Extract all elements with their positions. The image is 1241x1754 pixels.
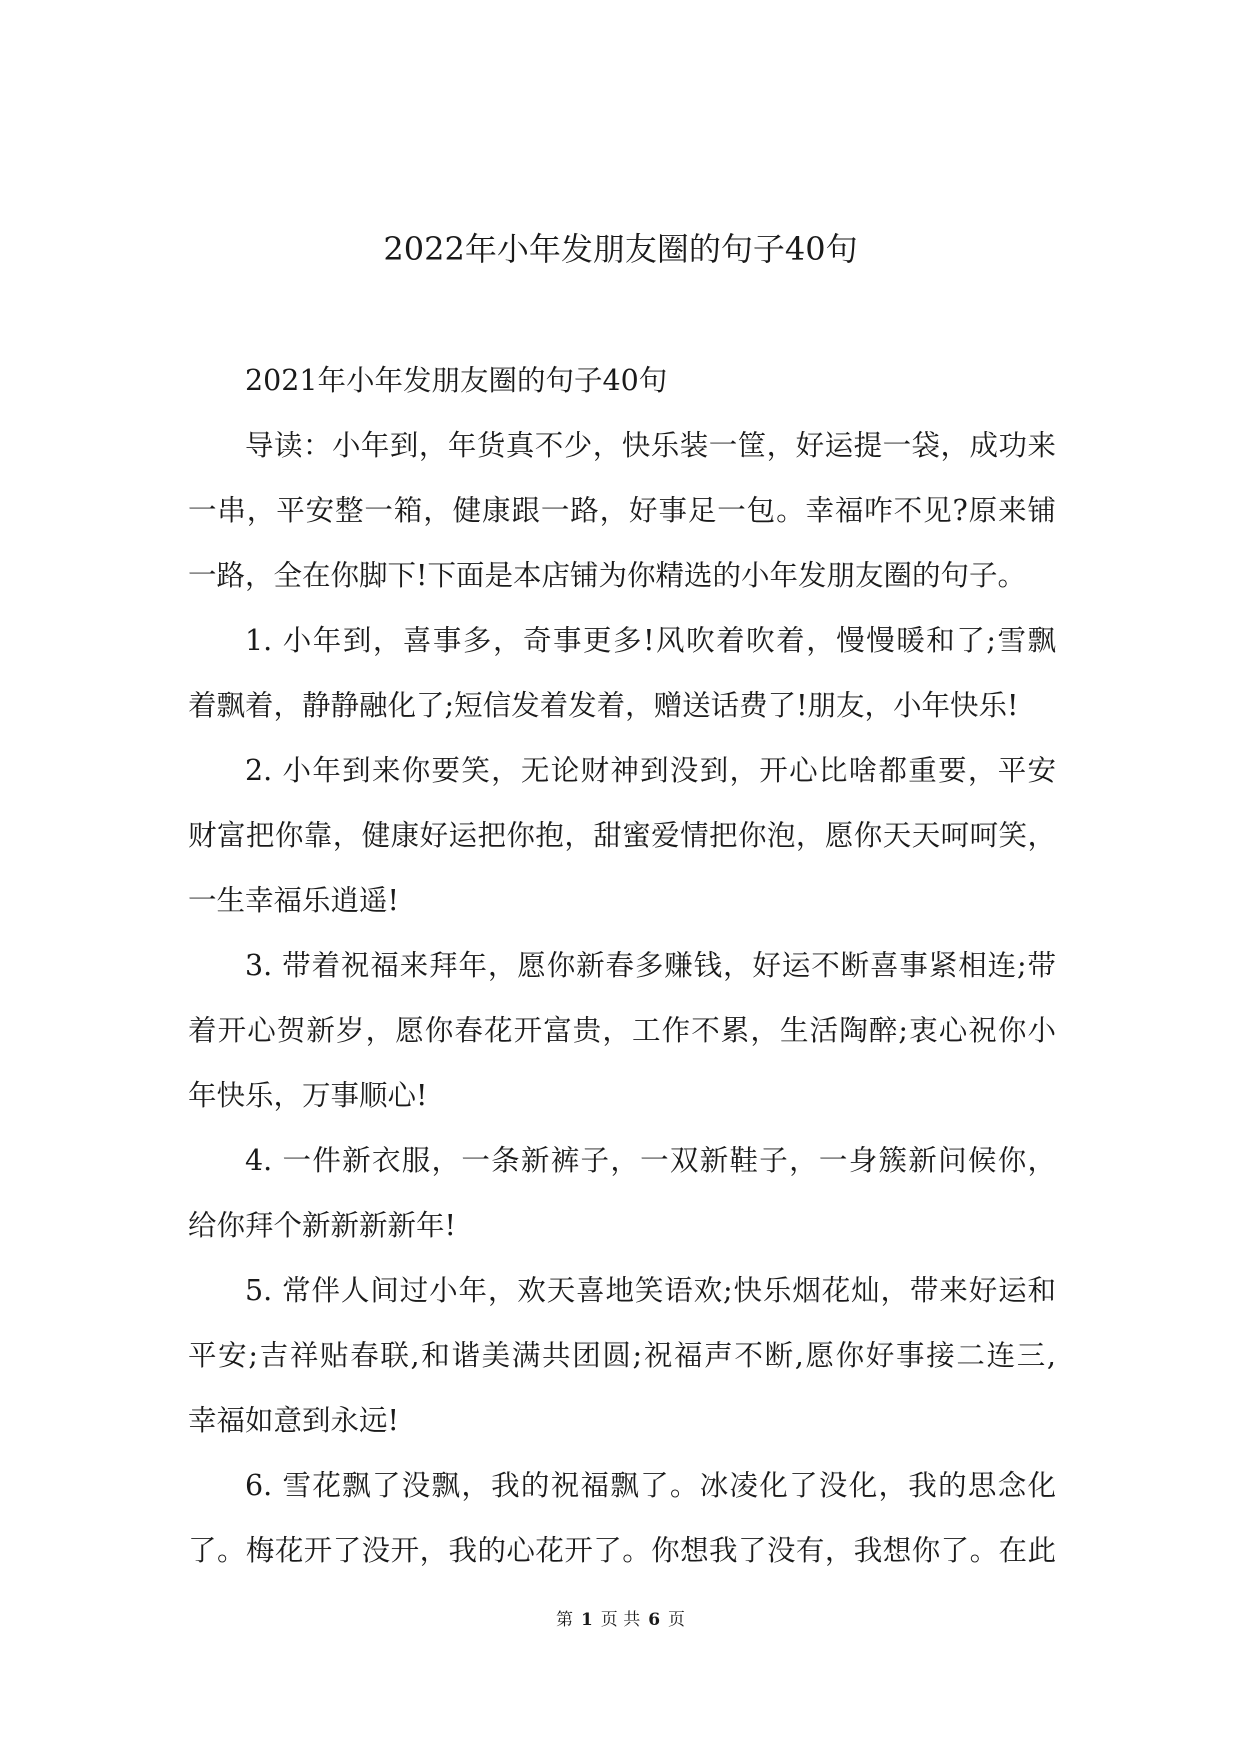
- text-line: 5. 常伴人间过小年，欢天喜地笑语欢;快乐烟花灿，带来好运和: [245, 1274, 1056, 1307]
- total-pages-number: 6: [648, 1610, 661, 1630]
- text-line: 给你拜个新新新新年!: [188, 1209, 456, 1242]
- paragraph-subtitle: [188, 348, 1056, 413]
- footer-label-mid: 页 共: [600, 1610, 641, 1630]
- text-line: 年快乐，万事顺心!: [188, 1079, 428, 1112]
- text-line: 4. 一件新衣服，一条新裤子，一双新鞋子，一身簇新问候你，: [245, 1144, 1056, 1177]
- text-line: 导读：小年到，年货真不少，快乐装一筐，好运提一袋，成功来: [245, 429, 1056, 462]
- document-title: 2022年小年发朋友圈的句子40句: [383, 230, 858, 268]
- text-line: 着飘着，静静融化了;短信发着发着，赠送话费了!朋友，小年快乐!: [188, 689, 1019, 722]
- text-line: 一生幸福乐逍遥!: [188, 884, 399, 917]
- text-line: 幸福如意到永远!: [188, 1404, 399, 1437]
- text-line: 6. 雪花飘了没飘，我的祝福飘了。冰凌化了没化，我的思念化: [245, 1469, 1056, 1502]
- text-line: 了。梅花开了没开，我的心花开了。你想我了没有，我想你了。在此: [188, 1534, 1056, 1567]
- paragraph-item-2: [188, 738, 1056, 933]
- text-line: 2. 小年到来你要笑，无论财神到没到，开心比啥都重要，平安: [245, 754, 1056, 787]
- paragraph-item-5: [188, 1258, 1056, 1453]
- current-page-number: 1: [580, 1610, 593, 1630]
- text-line: 2021年小年发朋友圈的句子40句: [245, 364, 668, 397]
- footer-label-prefix: 第: [555, 1610, 573, 1630]
- text-line: 着开心贺新岁，愿你春花开富贵，工作不累，生活陶醉;衷心祝你小: [188, 1014, 1056, 1047]
- page-footer: [0, 1608, 1241, 1632]
- paragraph-item-6: [188, 1453, 1056, 1583]
- paragraph-item-1: [188, 608, 1056, 738]
- paragraph-item-3: [188, 933, 1056, 1128]
- document-body: [188, 348, 1056, 1583]
- text-line: 一串，平安整一箱，健康跟一路，好事足一包。幸福咋不见?原来铺: [188, 494, 1056, 527]
- text-line: 1. 小年到，喜事多，奇事更多!风吹着吹着，慢慢暖和了;雪飘: [245, 624, 1056, 657]
- text-line: 一路，全在你脚下!下面是本店铺为你精选的小年发朋友圈的句子。: [188, 559, 1026, 592]
- paragraph-item-4: [188, 1128, 1056, 1258]
- footer-label-suffix: 页: [668, 1610, 686, 1630]
- paragraph-intro: [188, 413, 1056, 608]
- text-line: 3. 带着祝福来拜年，愿你新春多赚钱，好运不断喜事紧相连;带: [245, 949, 1056, 982]
- text-line: 平安;吉祥贴春联,和谐美满共团圆;祝福声不断,愿你好事接二连三,: [188, 1339, 1056, 1372]
- text-line: 财富把你靠，健康好运把你抱，甜蜜爱情把你泡，愿你天天呵呵笑，: [188, 819, 1056, 852]
